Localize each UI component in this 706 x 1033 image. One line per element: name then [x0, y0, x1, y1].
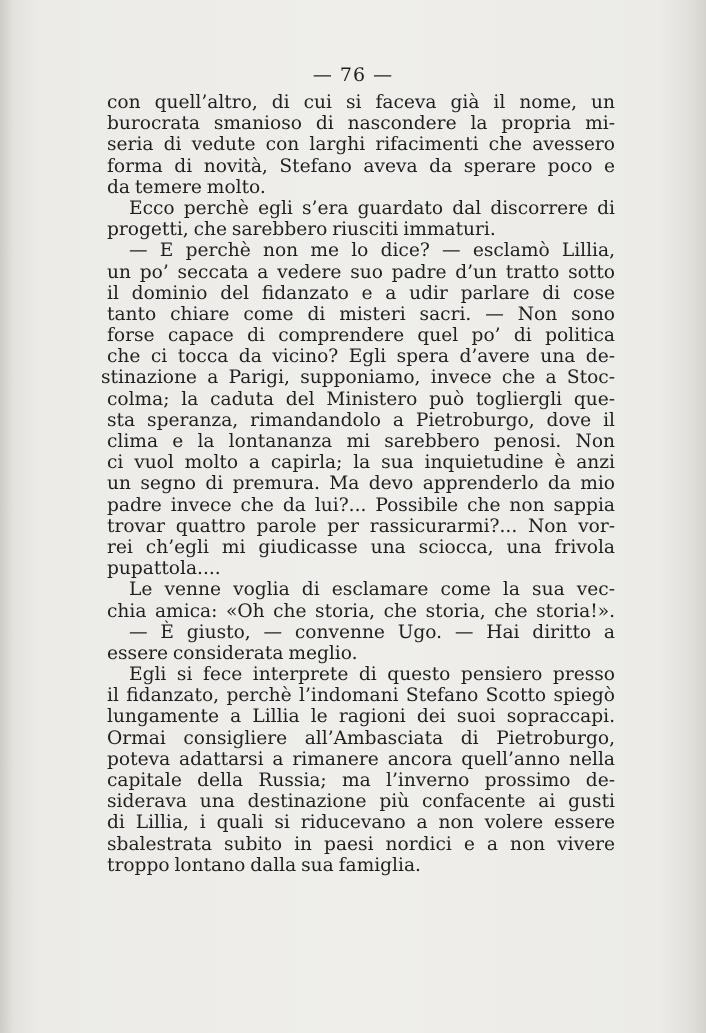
text-line: un segno di premura. Ma devo apprenderlo da mio: [107, 473, 615, 495]
text-line: un po’ seccata a vedere suo padre d’un tratto sotto: [107, 261, 615, 283]
text-line: seria di vedute con larghi rifacimenti che avessero: [107, 134, 615, 156]
text-line: di Lillia, i quali si riducevano a non volere essere: [107, 812, 615, 834]
text-line: capitale della Russia; ma l’inverno prossimo de-: [107, 770, 615, 791]
text-line: sta speranza, rimandandolo a Pietroburgo, dove il: [107, 409, 615, 431]
body-text: [101, 92, 615, 876]
text-line: padre invece che da lui?... Possibile che non sappia: [107, 494, 615, 516]
text-line: clima e la lontananza mi sarebbero penosi. Non: [107, 431, 615, 452]
text-line: il fidanzato, perchè l’indomani Stefano Scotto spiegò: [107, 685, 615, 707]
text-line: — È giusto, — convenne Ugo. — Hai diritto a: [129, 621, 615, 643]
text-line: sbalestrata subito in paesi nordici e a non vivere: [107, 833, 615, 855]
text-line: da temere molto.: [107, 176, 266, 198]
text-line: Ormai consigliere all’Ambasciata di Pietroburgo,: [107, 727, 615, 749]
text-line: troppo lontano dalla sua famiglia.: [107, 854, 421, 876]
text-line: ci vuol molto a capirla; la sua inquietudine è anzi: [107, 452, 615, 474]
text-line: lungamente a Lillia le ragioni dei suoi sopraccapi.: [107, 706, 615, 728]
text-line: siderava una destinazione più confacente ai gusti: [107, 791, 615, 813]
text-line: trovar quattro parole per rassicurarmi?... Non vor-: [107, 515, 615, 537]
text-line: Ecco perchè egli s’era guardato dal discorrere di: [129, 197, 615, 219]
text-line: burocrata smanioso di nascondere la propria mi-: [107, 113, 615, 135]
text-line: progetti, che sarebbero riusciti immaturi.: [107, 219, 496, 241]
text-line: tanto chiare come di misteri sacri. — Non sono: [107, 303, 615, 325]
text-line: poteva adattarsi a rimanere ancora quell’anno nella: [107, 748, 615, 770]
text-line: colma; la caduta del Ministero può togliergli que-: [107, 388, 615, 410]
page-number: — 76 —: [312, 64, 394, 86]
text-line: rei ch’egli mi giudicasse una sciocca, una frivola: [107, 536, 615, 558]
text-line: con quell’altro, di cui si faceva già il nome, un: [107, 92, 615, 113]
text-line: stinazione a Parigi, supponiamo, invece che a Stoc-: [101, 367, 615, 389]
text-line: chia amica: «Oh che storia, che storia, che storia!».: [107, 600, 615, 622]
text-line: Le venne voglia di esclamare come la sua vec-: [129, 579, 615, 601]
text-line: forma di novità, Stefano aveva da sperare poco e: [107, 155, 615, 177]
text-line: pupattola....: [107, 558, 221, 580]
text-line: che ci tocca da vicino? Egli spera d’avere una de-: [107, 346, 615, 368]
text-line: Egli si fece interprete di questo pensiero presso: [129, 664, 615, 686]
text-line: essere considerata meglio.: [107, 642, 358, 664]
text-line: il dominio del fidanzato e a udir parlare di cose: [107, 282, 615, 304]
text-line: — E perchè non me lo dice? — esclamò Lillia,: [129, 240, 615, 262]
text-line: forse capace di comprendere quel po’ di politica: [107, 325, 615, 347]
